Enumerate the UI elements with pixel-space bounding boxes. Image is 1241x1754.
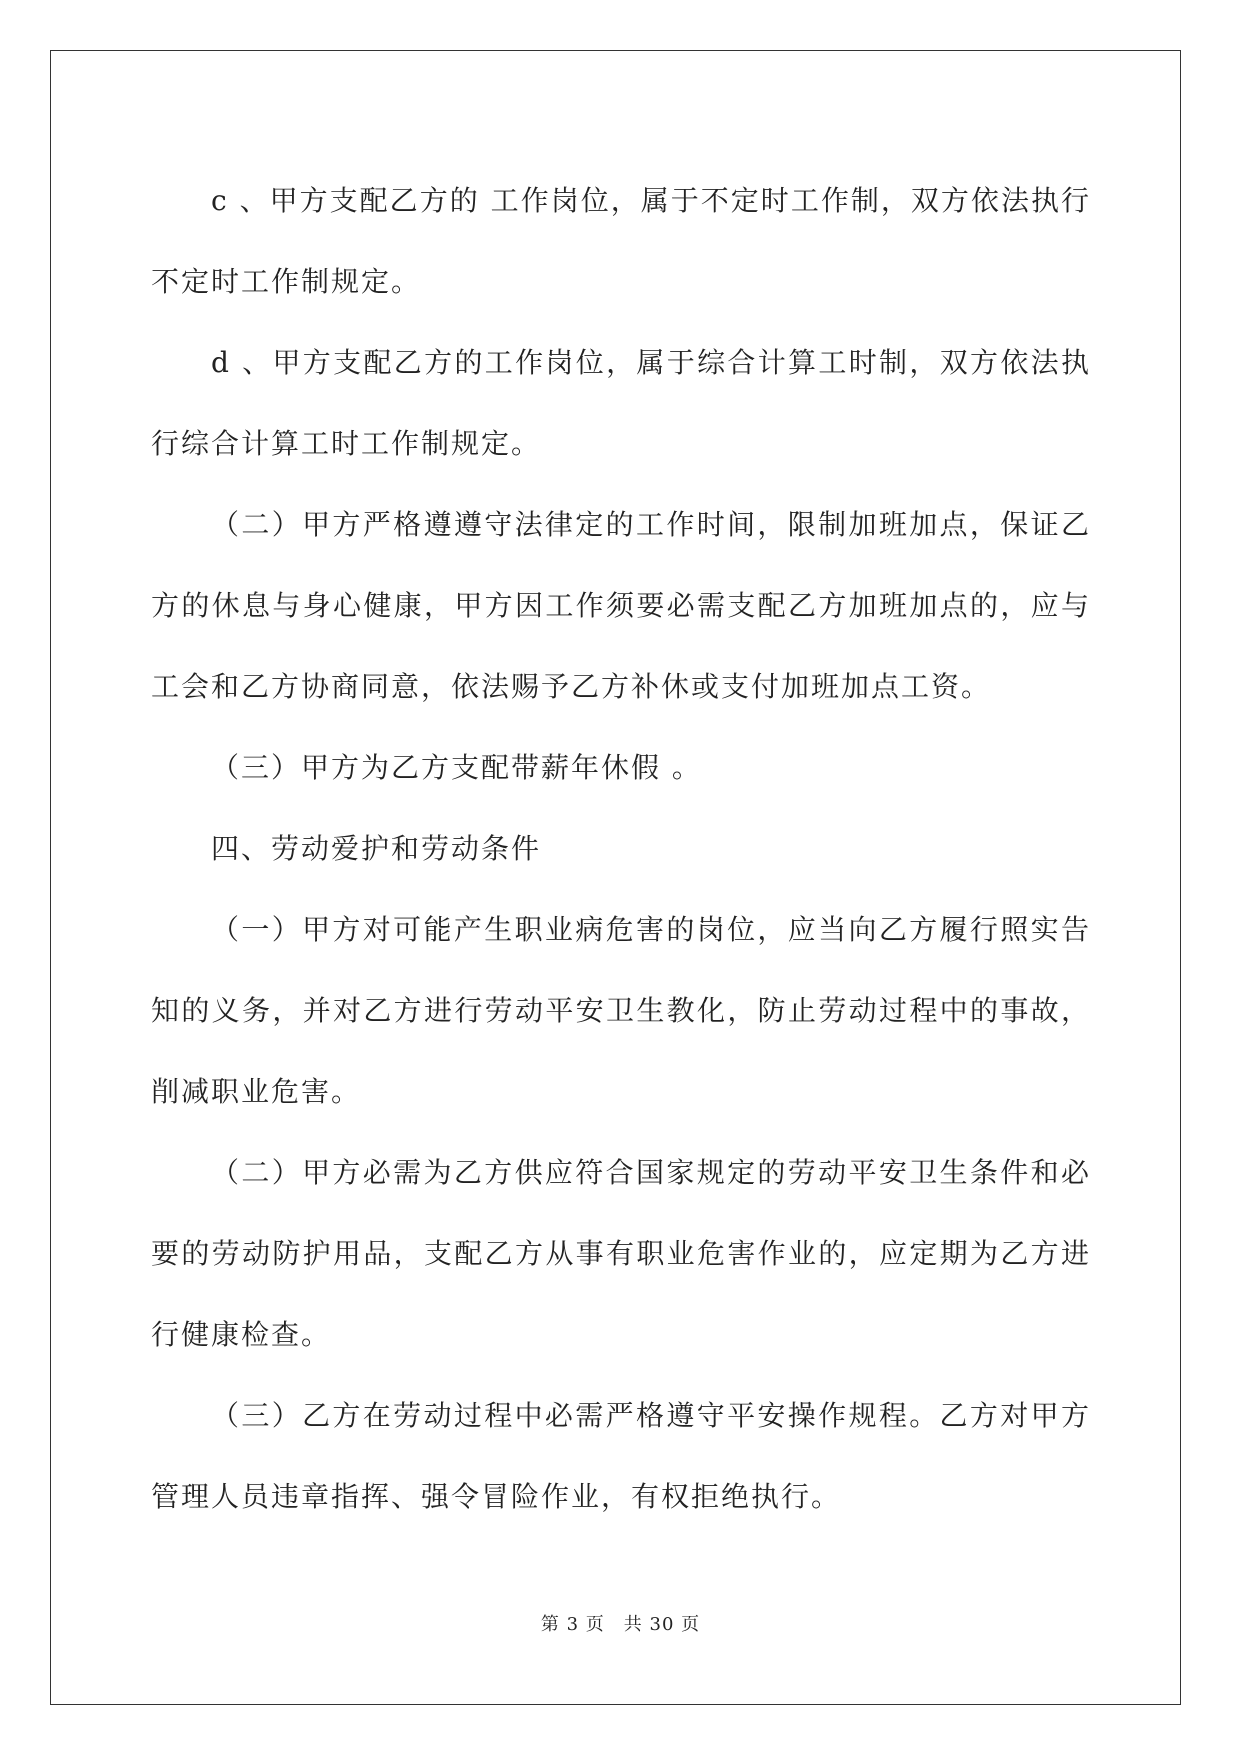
paragraph-safety-procedures: （三）乙方在劳动过程中必需严格遵守平安操作规程。乙方对甲方管理人员违章指挥、强令冒险作业，有权拒绝执行。 (151, 1399, 1091, 1513)
paragraph-safety-conditions: （二）甲方必需为乙方供应符合国家规定的劳动平安卫生条件和必要的劳动防护用品，支配乙方从事有职业危害作业的，应定期为乙方进行健康检查。 (151, 1156, 1091, 1351)
document-body (151, 160, 1091, 1537)
paragraph-occupational-hazard: （一）甲方对可能产生职业病危害的岗位，应当向乙方履行照实告知的义务，并对乙方进行劳动平安卫生教化，防止劳动过程中的事故，削减职业危害。 (151, 913, 1091, 1108)
section-heading-labor-protection: 四、劳动爱护和劳动条件 (211, 832, 542, 865)
paragraph-working-hours: （二）甲方严格遵遵守法律定的工作时间，限制加班加点，保证乙方的休息与身心健康，甲方因工作须要必需支配乙方加班加点的，应与工会和乙方协商同意，依法赐予乙方补休或支付加班加点工资。 (151, 508, 1091, 703)
paragraph-item-c: c 、甲方支配乙方的 工作岗位，属于不定时工作制，双方依法执行不定时工作制规定。 (151, 184, 1091, 298)
paragraph-item-d: d 、甲方支配乙方的工作岗位，属于综合计算工时制，双方依法执行综合计算工时工作制规定。 (151, 346, 1091, 460)
paragraph-paid-leave: （三）甲方为乙方支配带薪年休假 。 (211, 751, 702, 784)
page-number-footer: 第 3 页 共 30 页 (540, 1614, 701, 1635)
